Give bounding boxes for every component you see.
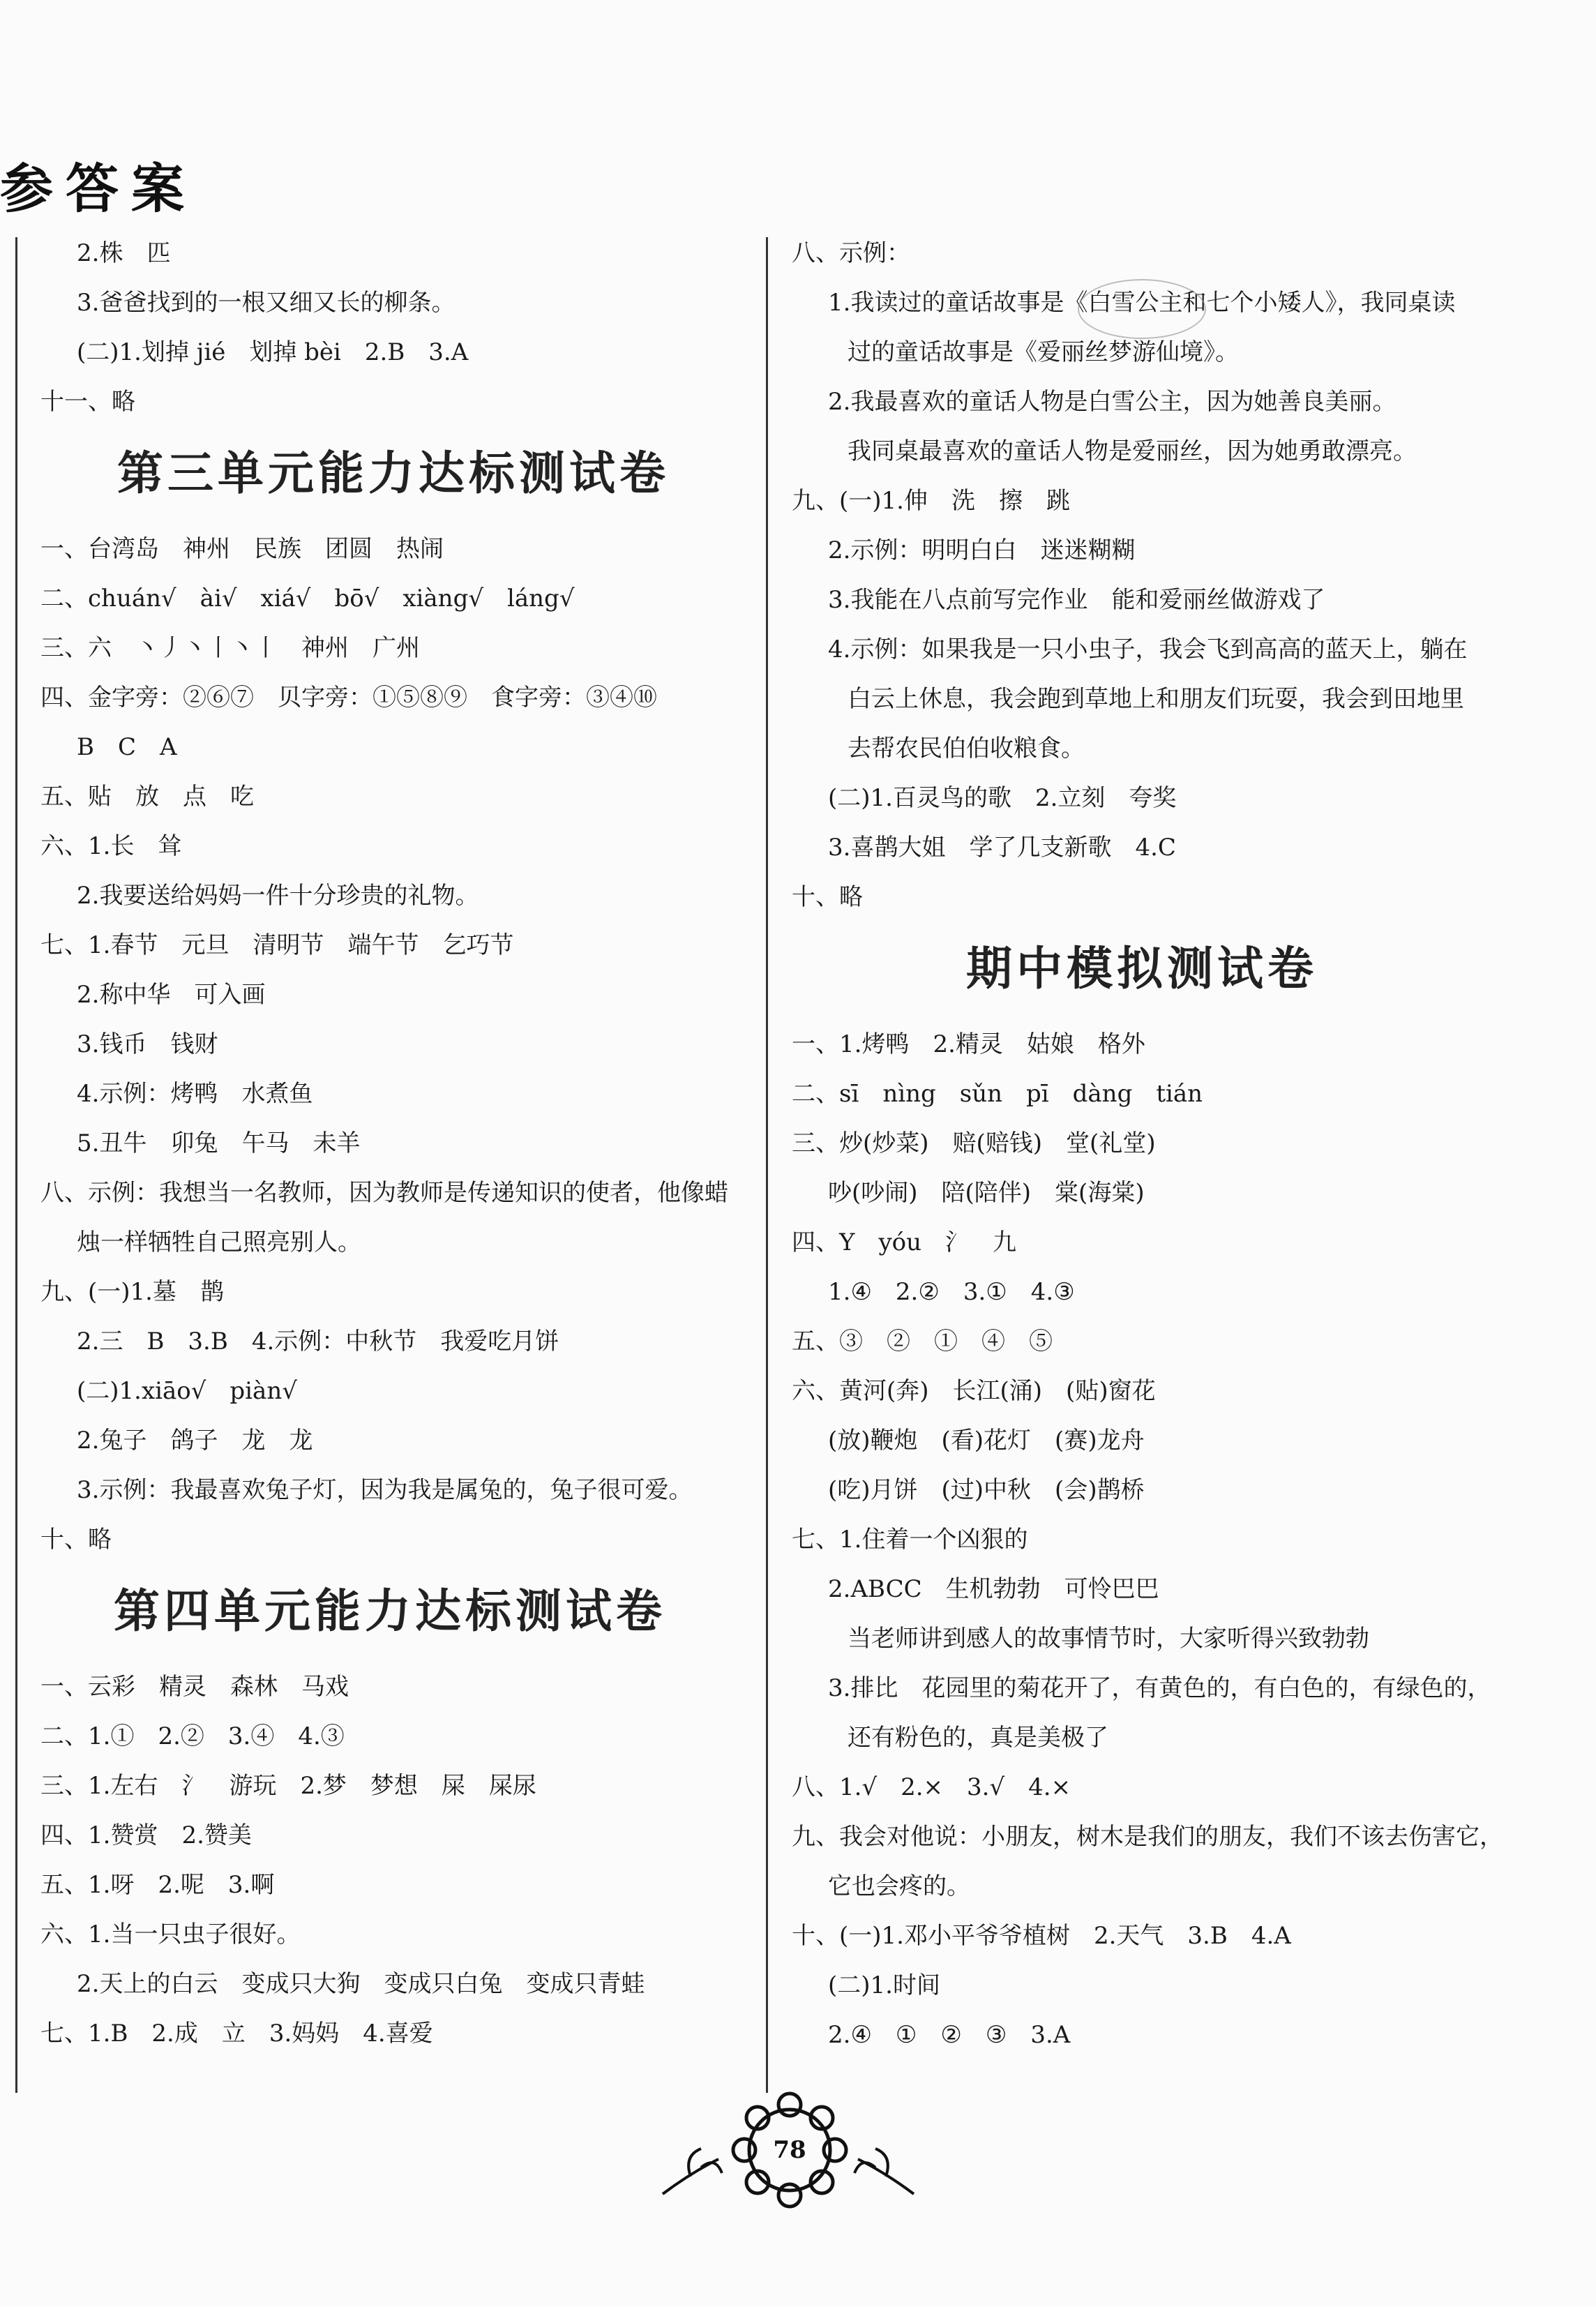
answer-line: (二)1.时间 [828, 1971, 940, 1999]
answer-line: 三、1.左右 氵 游玩 2.梦 梦想 屎 屎尿 [40, 1772, 536, 1800]
answer-line: 四、1.赞赏 2.赞美 [40, 1821, 252, 1849]
page-header-title: 参答案 [0, 158, 197, 220]
right-leaf-sprig [855, 2149, 914, 2194]
answer-line: (吃)月饼 (过)中秋 (会)鹊桥 [828, 1476, 1145, 1504]
section-title: 第三单元能力达标测试卷 [117, 446, 670, 500]
answer-line: 3.钱币 钱财 [77, 1030, 218, 1058]
answer-line: 3.示例：我最喜欢兔子灯，因为我是属兔的，兔子很可爱。 [77, 1476, 693, 1504]
answer-line: 2.④ ① ② ③ 3.A [828, 2021, 1071, 2049]
answer-line: 2.兔子 鸽子 龙 龙 [77, 1427, 313, 1455]
answer-line: 九、(一)1.伸 洗 擦 跳 [792, 487, 1070, 515]
answer-line: (二)1.划掉 jié 划掉 bèi 2.B 3.A [77, 338, 469, 366]
answer-line: 2.ABCC 生机勃勃 可怜巴巴 [828, 1575, 1159, 1603]
answer-line: 还有粉色的，真是美极了 [848, 1724, 1108, 1752]
answer-line: 白云上休息，我会跑到草地上和朋友们玩耍，我会到田地里 [848, 685, 1464, 713]
page-footer [635, 2089, 942, 2215]
answer-line: 5.丑牛 卯兔 午马 未羊 [77, 1129, 361, 1157]
answer-line: 十、(一)1.邓小平爷爷植树 2.天气 3.B 4.A [792, 1922, 1291, 1950]
answer-line: 八、1.√ 2.× 3.√ 4.× [792, 1773, 1071, 1801]
answer-line: 六、1.长 耸 [40, 832, 182, 860]
page-number: 78 [773, 2136, 806, 2164]
answer-line: 2.天上的白云 变成只大狗 变成只白兔 变成只青蛙 [77, 1970, 645, 1998]
stamp-mark [1078, 279, 1206, 339]
answer-line: B C A [77, 733, 177, 761]
answer-line: 四、Y yóu 氵 九 [792, 1228, 1017, 1256]
answer-line: 过的童话故事是《爱丽丝梦游仙境》。 [848, 338, 1239, 366]
answer-line: 八、示例： [792, 239, 910, 267]
answer-line: 十、略 [792, 883, 863, 911]
answer-line: 2.我要送给妈妈一件十分珍贵的礼物。 [77, 882, 479, 910]
answer-line: 它也会疼的。 [828, 1872, 970, 1900]
answer-line: 三、炒(炒菜) 赔(赔钱) 堂(礼堂) [792, 1129, 1156, 1157]
answer-line: 九、我会对他说：小朋友，树木是我们的朋友，我们不该去伤害它， [792, 1823, 1503, 1851]
answer-line: 七、1.春节 元旦 清明节 端午节 乞巧节 [40, 931, 514, 959]
answer-line: (二)1.百灵鸟的歌 2.立刻 夸奖 [828, 784, 1177, 812]
answer-line: 五、贴 放 点 吃 [40, 783, 254, 811]
answer-line: 1.④ 2.② 3.① 4.③ [828, 1278, 1075, 1306]
answer-line: 一、台湾岛 神州 民族 团圆 热闹 [40, 535, 444, 563]
column-divider [766, 237, 768, 2093]
answer-line: (二)1.xiāo√ piàn√ [77, 1377, 297, 1405]
answer-line: 三、六 丶丿丶丨丶丨 神州 广州 [40, 634, 420, 662]
answer-line: 2.株 匹 [77, 239, 171, 267]
answer-line: 烛一样牺牲自己照亮别人。 [77, 1228, 361, 1256]
left-margin-rule [15, 237, 17, 2093]
answer-line: 六、1.当一只虫子很好。 [40, 1921, 301, 1948]
left-leaf-sprig [663, 2149, 722, 2194]
answer-line: 2.我最喜欢的童话人物是白雪公主，因为她善良美丽。 [828, 388, 1396, 416]
answer-line: 二、sī nìng sǔn pī dàng tián [792, 1080, 1203, 1108]
answer-line: 当老师讲到感人的故事情节时，大家听得兴致勃勃 [848, 1625, 1369, 1653]
answer-line: 九、(一)1.墓 鹊 [40, 1278, 224, 1306]
answer-line: 二、1.① 2.② 3.④ 4.③ [40, 1722, 345, 1750]
answer-line: 六、黄河(奔) 长江(涌) (贴)窗花 [792, 1377, 1156, 1405]
answer-line: 五、1.呀 2.呢 3.啊 [40, 1871, 275, 1899]
answer-line: 2.称中华 可入画 [77, 981, 266, 1009]
answer-line: 3.我能在八点前写完作业 能和爱丽丝做游戏了 [828, 586, 1325, 614]
answer-line: 吵(吵闹) 陪(陪伴) 棠(海棠) [828, 1179, 1145, 1207]
answer-line: 4.示例：如果我是一只小虫子，我会飞到高高的蓝天上，躺在 [828, 636, 1468, 663]
answer-line: 七、1.住着一个凶狠的 [792, 1526, 1028, 1554]
section-title: 第四单元能力达标测试卷 [114, 1584, 666, 1638]
answer-line: 一、1.烤鸭 2.精灵 姑娘 格外 [792, 1030, 1145, 1058]
section-title: 期中模拟测试卷 [966, 942, 1318, 995]
answer-line: 2.三 B 3.B 4.示例：中秋节 我爱吃月饼 [77, 1328, 559, 1355]
answer-line: 二、chuán√ ài√ xiá√ bō√ xiàng√ láng√ [40, 585, 575, 613]
answer-line: 十、略 [40, 1526, 112, 1554]
answer-line: 一、云彩 精灵 森林 马戏 [40, 1673, 349, 1701]
answer-line: 3.爸爸找到的一根又细又长的柳条。 [77, 289, 456, 317]
answer-line: 2.示例：明明白白 迷迷糊糊 [828, 536, 1136, 564]
answer-line: 去帮农民伯伯收粮食。 [848, 735, 1085, 762]
answer-line: 1.我读过的童话故事是《白雪公主和七个小矮人》，我同桌读 [828, 289, 1456, 317]
answer-line: 七、1.B 2.成 立 3.妈妈 4.喜爱 [40, 2020, 433, 2047]
answer-line: 3.排比 花园里的菊花开了，有黄色的，有白色的，有绿色的， [828, 1674, 1491, 1702]
answer-line: 四、金字旁：②⑥⑦ 贝字旁：①⑤⑧⑨ 食字旁：③④⑩ [40, 684, 657, 712]
answer-line: 十一、略 [40, 388, 135, 416]
answer-line: 4.示例：烤鸭 水煮鱼 [77, 1080, 313, 1108]
answer-line: 3.喜鹊大姐 学了几支新歌 4.C [828, 834, 1176, 862]
answer-line: 我同桌最喜欢的童话人物是爱丽丝，因为她勇敢漂亮。 [848, 437, 1417, 465]
answer-line: 八、示例：我想当一名教师，因为教师是传递知识的使者，他像蜡 [40, 1179, 728, 1207]
answer-line: 五、③ ② ① ④ ⑤ [792, 1328, 1053, 1355]
answer-line: (放)鞭炮 (看)花灯 (赛)龙舟 [828, 1427, 1145, 1455]
